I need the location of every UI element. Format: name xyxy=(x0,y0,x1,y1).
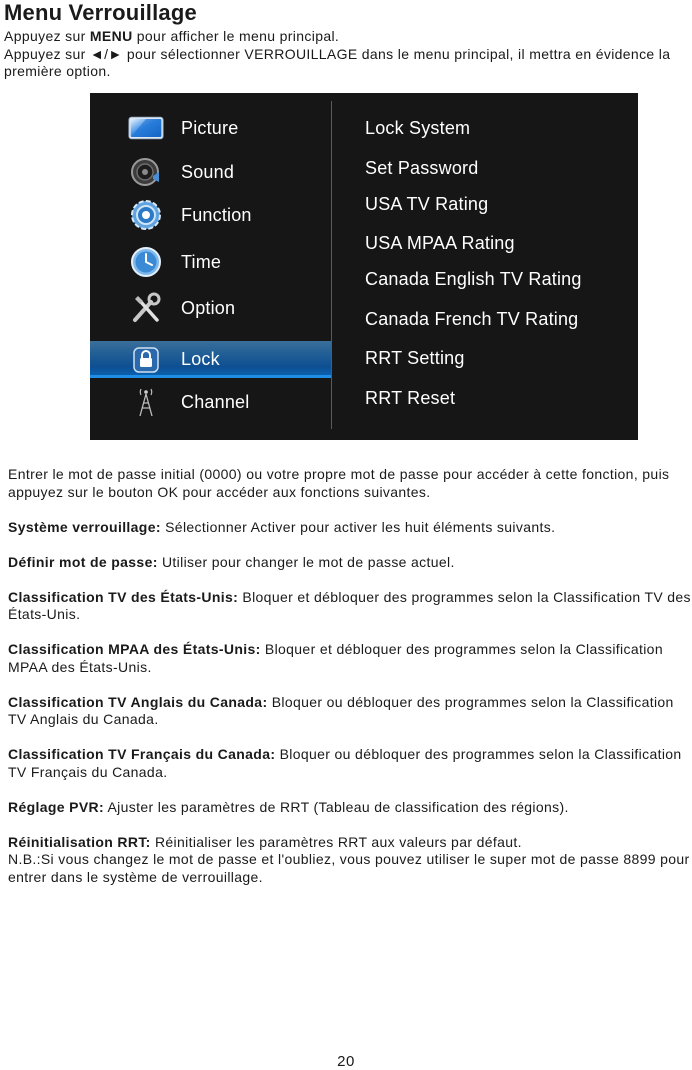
definition-text: Bloquer et débloquer des programmes selon la Classification TV des États-Unis. xyxy=(8,588,691,622)
submenu-item-rrt-reset[interactable]: RRT Reset xyxy=(365,388,456,408)
submenu-item-canada-french-tv-rating[interactable]: Canada French TV Rating xyxy=(365,309,579,329)
submenu-item-rrt-setting[interactable]: RRT Setting xyxy=(365,348,465,368)
main-menu-item-lock[interactable] xyxy=(90,341,331,378)
intro-instructions xyxy=(4,28,690,81)
submenu-item-canada-english-tv-rating[interactable]: Canada English TV Rating xyxy=(365,269,582,289)
definition-term: Réglage PVR: xyxy=(8,798,104,815)
main-menu-label: Time xyxy=(181,251,222,272)
definition-term: Classification TV des États-Unis: xyxy=(8,588,239,605)
definition-text: Utiliser pour changer le mot de passe actuel. xyxy=(157,553,455,570)
password-intro: Entrer le mot de passe initial (0000) ou votre propre mot de passe pour accéder à cette fonction, puis appuyez sur le bouton OK pour accéder aux fonctions suivantes. xyxy=(8,466,670,500)
submenu-item-usa-mpaa-rating[interactable]: USA MPAA Rating xyxy=(365,233,515,253)
main-menu-label: Option xyxy=(181,297,236,318)
intro-line-2 xyxy=(4,46,690,81)
main-menu-label: Picture xyxy=(181,117,239,138)
definition-term: Réinitialisation RRT: xyxy=(8,833,151,850)
definition-canada-english-rating xyxy=(8,694,692,729)
definition-usa-tv-rating xyxy=(8,589,692,624)
definition-canada-french-rating xyxy=(8,746,692,781)
definition-term: Classification TV Anglais du Canada: xyxy=(8,693,268,710)
main-menu-label: Function xyxy=(181,204,252,225)
lock-icon xyxy=(128,345,164,375)
left-right-arrows-icon: ◄/► xyxy=(89,45,123,62)
main-menu-item-channel[interactable] xyxy=(90,383,331,421)
main-menu-label: Lock xyxy=(181,349,220,369)
submenu-item-usa-tv-rating[interactable]: USA TV Rating xyxy=(365,194,489,214)
main-menu-item-function[interactable] xyxy=(90,196,331,234)
main-menu xyxy=(90,93,331,440)
menu-key-label: MENU xyxy=(89,28,133,44)
definition-term: Définir mot de passe: xyxy=(8,553,158,570)
intro-line-2-suffix: pour sélectionner VERROUILLAGE dans le menu principal, il mettra en évidence la première option. xyxy=(4,45,671,79)
intro-line-1 xyxy=(4,28,690,46)
channel-icon xyxy=(128,387,164,417)
main-menu-item-sound[interactable] xyxy=(90,153,331,191)
intro-line-2-prefix: Appuyez sur xyxy=(4,45,90,62)
definition-term: Classification MPAA des États-Unis: xyxy=(8,641,261,657)
definition-text: Réinitialiser les paramètres RRT aux valeurs par défaut. xyxy=(150,833,522,850)
intro-line-1-suffix: pour afficher le menu principal. xyxy=(132,28,340,44)
lock-menu-description xyxy=(8,466,692,886)
definition-usa-mpaa-rating xyxy=(8,641,692,676)
submenu-item-lock-system[interactable]: Lock System xyxy=(365,118,471,138)
function-icon xyxy=(128,200,164,230)
picture-icon xyxy=(128,113,164,143)
submenu-item-set-password[interactable]: Set Password xyxy=(365,158,479,178)
intro-line-1-prefix: Appuyez sur xyxy=(4,28,90,44)
page-number: 20 xyxy=(337,1053,355,1070)
definition-text: Ajuster les paramètres de RRT (Tableau de classification des régions). xyxy=(104,798,569,815)
main-menu-item-picture[interactable] xyxy=(90,109,331,147)
option-icon xyxy=(128,293,164,323)
definition-rrt-setting xyxy=(8,799,692,817)
definition-term: Classification TV Français du Canada: xyxy=(8,746,276,762)
tv-menu-screenshot xyxy=(90,93,638,440)
definition-term: Système verrouillage: xyxy=(8,518,161,535)
sound-icon xyxy=(128,157,164,187)
definition-lock-system xyxy=(8,519,692,537)
main-menu-label: Sound xyxy=(181,161,235,182)
definition-text: Sélectionner Activer pour activer les huit éléments suivants. xyxy=(160,518,556,535)
main-menu-label: Channel xyxy=(181,391,250,412)
definition-text: Bloquer et débloquer des programmes selon la Classification MPAA des États-Unis. xyxy=(8,641,663,675)
menu-divider xyxy=(331,101,332,429)
definition-set-password xyxy=(8,554,692,572)
definition-text: Bloquer ou débloquer des programmes selon la Classification TV Anglais du Canada. xyxy=(8,693,674,727)
time-icon xyxy=(128,247,164,277)
main-menu-item-time[interactable] xyxy=(90,243,331,281)
page-title: Menu Verrouillage xyxy=(4,0,197,25)
super-password-note: N.B.:Si vous changez le mot de passe et l'oubliez, vous pouvez utiliser le super mot de passe 8899 pour entrer dans le système de verrouillage. xyxy=(8,851,690,885)
definition-text: Bloquer ou débloquer des programmes selon la Classification TV Français du Canada. xyxy=(8,746,682,780)
main-menu-item-option[interactable] xyxy=(90,289,331,327)
definition-rrt-reset xyxy=(8,834,692,852)
